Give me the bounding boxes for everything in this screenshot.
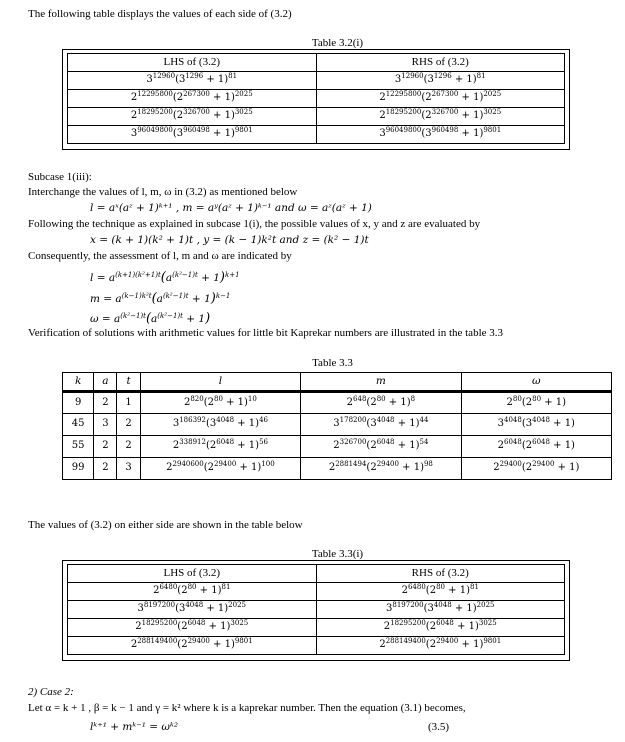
table-3-2i xyxy=(67,53,565,144)
power-exponent: 2940600 xyxy=(172,460,204,469)
outer-exponent: 46 xyxy=(259,416,268,425)
power-base: 2 xyxy=(166,462,173,474)
inner-base: 2 xyxy=(207,396,214,408)
power-base: 2 xyxy=(379,92,386,104)
outer-exponent: 81 xyxy=(476,72,486,81)
rhs-cell: $2^{18295200}(2^{6048} + 1)^{3025}$ xyxy=(316,619,565,637)
outer-exponent: 8 xyxy=(410,394,416,403)
inner-base: 2 xyxy=(209,440,217,452)
power-exponent: 6048 xyxy=(504,438,522,447)
inner-exponent: 326700 xyxy=(183,108,210,117)
lhs-cell: $2^{288149400}(2^{29400} + 1)^{9801}$ xyxy=(68,637,317,655)
outer-exponent: 44 xyxy=(419,416,429,425)
power-exponent: 12295800 xyxy=(137,90,173,99)
power-base: 2 xyxy=(130,92,138,104)
rhs-cell: $2^{18295200}(2^{326700} + 1)^{3025}$ xyxy=(316,108,565,126)
table-row xyxy=(68,72,565,90)
inner-exponent: 1296 xyxy=(433,72,452,81)
outer-exponent: 9801 xyxy=(234,126,253,135)
cell-t: 2 xyxy=(117,414,140,436)
rhs-cell: $3^{8197200}(3^{4048} + 1)^{2025}$ xyxy=(316,601,565,619)
cell-a: 3 xyxy=(94,414,117,436)
rhs-cell: $3^{96049800}(3^{960498} + 1)^{9801}$ xyxy=(316,126,565,144)
inner-exponent: 80 xyxy=(532,394,542,403)
power-base: 3 xyxy=(379,128,386,140)
table-header-a: a xyxy=(94,373,117,392)
power-exponent: 820 xyxy=(190,394,204,403)
power-base: 3 xyxy=(386,603,393,615)
inner-base: 3 xyxy=(425,128,432,140)
outer-exponent: 9801 xyxy=(483,637,502,646)
equation-interchange: l = aˣ(aᶻ + 1)ᵏ⁺¹ , m = aʸ(aᶻ + 1)ᵏ⁻¹ and ω = aᶻ(aᶻ + 1) xyxy=(90,202,372,214)
verification-text: Verification of solutions with arithmetic values for little bit Kaprekar numbers are illustrated in the table 3.3 xyxy=(28,327,504,339)
inner-exponent: 267300 xyxy=(183,90,210,99)
power-base: 2 xyxy=(183,396,191,408)
power-base: 2 xyxy=(401,585,408,597)
outer-exponent: 3025 xyxy=(230,619,249,628)
equation-3-5: lᵏ⁺¹ + mᵏ⁻¹ = ωᵏ² xyxy=(90,721,179,733)
power-exponent: 288149400 xyxy=(137,637,178,646)
inner-exponent: 6048 xyxy=(436,619,454,628)
power-base: 3 xyxy=(497,418,505,430)
power-base: 2 xyxy=(506,396,513,408)
inner-base: 2 xyxy=(207,462,214,474)
power-base: 2 xyxy=(379,110,386,122)
table-header-lhs: LHS of (3.2) xyxy=(68,54,317,72)
lhs-cell: $2^{18295200}(2^{6048} + 1)^{3025}$ xyxy=(68,619,317,637)
table-row xyxy=(68,108,565,126)
either-side-text: The values of (3.2) on either side are shown in the table below xyxy=(28,519,303,531)
inner-base: 2 xyxy=(425,92,432,104)
inner-exponent: 80 xyxy=(214,394,223,403)
power-base: 3 xyxy=(394,74,402,86)
equation-omega-lead: ω = a xyxy=(90,313,121,325)
power-exponent: 12295800 xyxy=(385,90,422,99)
power-exponent: 29400 xyxy=(499,460,522,469)
power-exponent: 6480 xyxy=(407,583,426,592)
cell-a: 2 xyxy=(94,436,117,458)
equation-omega: $\omega = a^{(k^2-1)t}(a^{(k^2-1)t} + 1)$ xyxy=(90,311,211,326)
power-base: 2 xyxy=(130,639,138,651)
table-3-3i-caption: Table 3.3(i) xyxy=(311,548,364,560)
table-3-3 xyxy=(62,372,612,480)
rhs-cell: $2^{6480}(2^{80} + 1)^{81}$ xyxy=(316,583,565,601)
power-base: 2 xyxy=(346,396,354,408)
inner-exponent: 80 xyxy=(187,583,197,592)
inner-exponent: 29400 xyxy=(187,637,210,646)
outer-exponent: 54 xyxy=(419,438,429,447)
cell-l: $2^{338912}(2^{6048} + 1)^{56}$ xyxy=(140,436,300,458)
inner-base: 2 xyxy=(181,585,188,597)
power-base: 2 xyxy=(130,110,138,122)
inner-exponent: 6048 xyxy=(376,438,395,447)
power-base: 2 xyxy=(135,621,142,633)
table-header-rhs: RHS of (3.2) xyxy=(316,54,565,72)
power-exponent: 18295200 xyxy=(137,108,173,117)
table-row xyxy=(68,90,565,108)
outer-exponent: 2025 xyxy=(228,601,246,610)
equation-xyz: x = (k + 1)(k² + 1)t , y = (k − 1)k²t and z = (k² − 1)t xyxy=(90,234,369,246)
outer-exponent: 98 xyxy=(423,460,433,469)
power-exponent: 8197200 xyxy=(392,601,424,610)
cell-l: $2^{820}(2^{80} + 1)^{10}$ xyxy=(140,392,300,414)
power-exponent: 2881494 xyxy=(335,460,367,469)
power-base: 3 xyxy=(130,128,138,140)
cell-k: 55 xyxy=(63,436,94,458)
cell-omega: $2^{29400}(2^{29400} + 1)$ xyxy=(461,458,611,480)
table-row xyxy=(68,601,565,619)
inner-base: 2 xyxy=(370,440,377,452)
outer-exponent: 100 xyxy=(261,460,275,469)
cell-k: 9 xyxy=(63,392,94,414)
inner-base: 2 xyxy=(525,462,533,474)
cell-m: $2^{326700}(2^{6048} + 1)^{54}$ xyxy=(301,436,461,458)
table-row xyxy=(63,414,612,436)
cell-k: 99 xyxy=(63,458,94,480)
cell-k: 45 xyxy=(63,414,94,436)
inner-base: 2 xyxy=(181,639,188,651)
table-row xyxy=(68,619,565,637)
inner-exponent: 80 xyxy=(376,394,386,403)
inner-base: 3 xyxy=(525,418,533,430)
cell-omega: $2^{6048}(2^{6048} + 1)$ xyxy=(461,436,611,458)
power-base: 2 xyxy=(493,462,500,474)
power-base: 2 xyxy=(379,639,386,651)
inner-base: 2 xyxy=(429,585,437,597)
power-base: 2 xyxy=(172,440,180,452)
table-row xyxy=(63,436,612,458)
power-exponent: 8197200 xyxy=(143,601,176,610)
cell-t: 2 xyxy=(117,436,140,458)
outer-exponent: 2025 xyxy=(483,90,502,99)
power-base: 2 xyxy=(328,462,336,474)
outer-exponent: 56 xyxy=(259,438,268,447)
equation-l-lead: l = a xyxy=(90,272,116,284)
interchange-text: Interchange the values of l, m, ω in (3.2) as mentioned below xyxy=(28,186,298,198)
inner-exponent: 960498 xyxy=(431,126,459,135)
table-header-l: l xyxy=(140,373,300,392)
table-header-rhs: RHS of (3.2) xyxy=(316,565,565,583)
power-base: 3 xyxy=(333,418,340,430)
power-exponent: 338912 xyxy=(179,438,206,447)
equation-m-lead: m = a xyxy=(90,293,122,305)
table-3-3i xyxy=(67,564,565,655)
table-header-omega: ω xyxy=(461,373,611,392)
inner-base: 2 xyxy=(429,621,437,633)
lhs-cell: $3^{96049800}(3^{960498} + 1)^{9801}$ xyxy=(68,126,317,144)
power-exponent: 178200 xyxy=(339,416,367,425)
power-exponent: 18295200 xyxy=(385,108,422,117)
consequently-text: Consequently, the assessment of l, m and ω are indicated by xyxy=(28,250,292,262)
equation-m: $m = a^{(k-1)k^2t}(a^{(k^2-1)t} + 1)^{k-1}$ xyxy=(90,291,231,306)
inner-exponent: 6048 xyxy=(187,619,206,628)
cell-a: 2 xyxy=(94,392,117,414)
rhs-cell: $3^{12960}(3^{1296} + 1)^{81}$ xyxy=(316,72,565,90)
table-header-m: m xyxy=(301,373,461,392)
power-exponent: 648 xyxy=(353,394,367,403)
power-base: 2 xyxy=(497,440,505,452)
power-base: 3 xyxy=(137,603,144,615)
lhs-cell: $3^{12960}(3^{1296} + 1)^{81}$ xyxy=(68,72,317,90)
lhs-cell: $2^{6480}(2^{80} + 1)^{81}$ xyxy=(68,583,317,601)
cell-m: $2^{2881494}(2^{29400} + 1)^{98}$ xyxy=(301,458,461,480)
inner-base: 2 xyxy=(525,440,533,452)
inner-base: 3 xyxy=(178,74,186,86)
outer-exponent: 3025 xyxy=(483,108,502,117)
outer-exponent: 10 xyxy=(247,394,257,403)
inner-exponent: 29400 xyxy=(376,460,399,469)
power-base: 2 xyxy=(383,621,391,633)
table-3-2i-caption: Table 3.2(i) xyxy=(311,37,364,49)
rhs-cell: $2^{288149400}(2^{29400} + 1)^{9801}$ xyxy=(316,637,565,655)
outer-exponent: 9801 xyxy=(234,637,253,646)
power-exponent: 80 xyxy=(512,394,522,403)
cell-t: 1 xyxy=(117,392,140,414)
power-exponent: 18295200 xyxy=(390,619,426,628)
table-row xyxy=(63,458,612,480)
inner-exponent: 960498 xyxy=(183,126,210,135)
inner-base: 3 xyxy=(178,603,186,615)
inner-exponent: 80 xyxy=(436,583,445,592)
inner-base: 3 xyxy=(209,418,217,430)
cell-l: $3^{186392}(3^{4048} + 1)^{46}$ xyxy=(140,414,300,436)
lhs-cell: $2^{12295800}(2^{267300} + 1)^{2025}$ xyxy=(68,90,317,108)
outer-exponent: 3025 xyxy=(478,619,497,628)
inner-base: 3 xyxy=(427,603,434,615)
inner-base: 2 xyxy=(176,110,184,122)
table-row xyxy=(63,392,612,414)
cell-m: $2^{648}(2^{80} + 1)^8$ xyxy=(301,392,461,414)
following-text: Following the technique as explained in subcase 1(i), the possible values of x, y and z are evaluated by xyxy=(28,218,481,230)
outer-exponent: 81 xyxy=(228,72,238,81)
inner-exponent: 6048 xyxy=(532,438,550,447)
case-2-heading: 2) Case 2: xyxy=(28,686,74,698)
lhs-cell: $3^{8197200}(3^{4048} + 1)^{2025}$ xyxy=(68,601,317,619)
inner-base: 3 xyxy=(176,128,184,140)
inner-base: 2 xyxy=(176,92,184,104)
inner-exponent: 326700 xyxy=(431,108,459,117)
power-exponent: 4048 xyxy=(504,416,522,425)
inner-exponent: 267300 xyxy=(431,90,459,99)
power-exponent: 96049800 xyxy=(137,126,173,135)
table-header-lhs: LHS of (3.2) xyxy=(68,565,317,583)
cell-a: 2 xyxy=(94,458,117,480)
power-exponent: 6480 xyxy=(159,583,178,592)
inner-exponent: 4048 xyxy=(216,416,235,425)
power-base: 2 xyxy=(333,440,340,452)
table-row xyxy=(68,126,565,144)
intro-text: The following table displays the values of each side of (3.2) xyxy=(28,8,292,20)
inner-base: 2 xyxy=(181,621,188,633)
outer-exponent: 2025 xyxy=(476,601,495,610)
inner-base: 2 xyxy=(370,462,377,474)
cell-omega: $3^{4048}(3^{4048} + 1)$ xyxy=(461,414,611,436)
outer-exponent: 81 xyxy=(221,583,231,592)
table-header-k: k xyxy=(63,373,94,392)
inner-exponent: 6048 xyxy=(216,438,235,447)
cell-t: 3 xyxy=(117,458,140,480)
inner-exponent: 29400 xyxy=(214,460,237,469)
power-exponent: 12960 xyxy=(152,72,176,81)
inner-exponent: 4048 xyxy=(376,416,395,425)
inner-exponent: 4048 xyxy=(433,601,452,610)
inner-base: 3 xyxy=(427,74,434,86)
power-exponent: 18295200 xyxy=(141,619,178,628)
subcase-heading: Subcase 1(iii): xyxy=(28,171,92,183)
outer-exponent: 9801 xyxy=(483,126,502,135)
power-base: 3 xyxy=(146,74,153,86)
inner-base: 2 xyxy=(425,110,432,122)
rhs-cell: $2^{12295800}(2^{267300} + 1)^{2025}$ xyxy=(316,90,565,108)
power-base: 2 xyxy=(153,585,160,597)
power-exponent: 96049800 xyxy=(385,126,422,135)
table-row xyxy=(68,637,565,655)
inner-exponent: 1296 xyxy=(185,72,204,81)
cell-m: $3^{178200}(3^{4048} + 1)^{44}$ xyxy=(301,414,461,436)
inner-base: 2 xyxy=(525,396,533,408)
outer-exponent: 2025 xyxy=(234,90,253,99)
table-row xyxy=(68,583,565,601)
inner-base: 3 xyxy=(370,418,377,430)
inner-exponent: 4048 xyxy=(185,601,204,610)
equation-l: $l = a^{(k+1)(k^2+1)t}(a^{(k^2-1)t} + 1)^{k+1}$ xyxy=(90,270,240,285)
power-exponent: 326700 xyxy=(339,438,367,447)
outer-exponent: 3025 xyxy=(234,108,253,117)
inner-base: 2 xyxy=(370,396,377,408)
inner-exponent: 29400 xyxy=(436,637,459,646)
power-exponent: 288149400 xyxy=(385,637,426,646)
inner-base: 2 xyxy=(429,639,437,651)
lhs-cell: $2^{18295200}(2^{326700} + 1)^{3025}$ xyxy=(68,108,317,126)
power-base: 3 xyxy=(172,418,180,430)
cell-omega: $2^{80}(2^{80} + 1)$ xyxy=(461,392,611,414)
table-header-t: t xyxy=(117,373,140,392)
equation-number: (3.5) xyxy=(428,721,450,733)
inner-exponent: 29400 xyxy=(532,460,555,469)
let-text: Let α = k + 1 , β = k − 1 and γ = k² where k is a kaprekar number. Then the equation (3.1) becomes, xyxy=(28,702,466,714)
outer-exponent: 81 xyxy=(469,583,479,592)
table-3-3-caption: Table 3.3 xyxy=(312,357,353,369)
power-exponent: 12960 xyxy=(401,72,424,81)
inner-exponent: 4048 xyxy=(532,416,550,425)
power-exponent: 186392 xyxy=(179,416,206,425)
cell-l: $2^{2940600}(2^{29400} + 1)^{100}$ xyxy=(140,458,300,480)
